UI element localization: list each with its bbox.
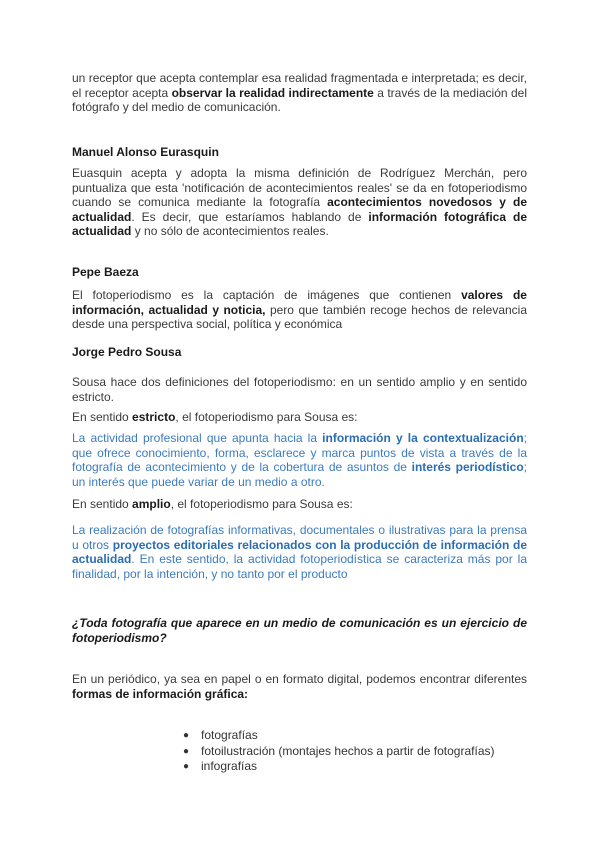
bullet-icon: ●: [183, 745, 190, 757]
alonso-bold-2: información fotográfica de actualidad: [72, 209, 527, 239]
intro-text-end: a través de la mediación del fotógrafo y del medio de comunicación.: [72, 85, 527, 115]
quote2-text-2: . En este sentido, la actividad fotoperiodística se caracteriza más por la finalidad, por la intención, y no tanto por el producto: [72, 552, 527, 581]
closing-text: En un periódico, ya sea en papel o en formato digital, podemos encontrar diferentes: [72, 672, 527, 686]
bullet-icon: ●: [183, 730, 190, 741]
quote2-text: La realización de fotografías informativas, documentales o ilustrativas para la prensa u otros: [72, 523, 527, 552]
amplio-text: En sentido: [72, 497, 133, 511]
amplio-bold: amplio: [132, 497, 171, 511]
question-text: ¿Toda fotografía que aparece en un medio de comunicación es un ejercicio de fotoperiodismo?: [72, 616, 527, 645]
sousa-intro: [72, 375, 527, 404]
closing-bold: formas de información gráfica:: [72, 686, 249, 701]
closing-paragraph: [72, 672, 527, 701]
amplio-text-2: , el fotoperiodismo para Sousa es:: [170, 497, 353, 511]
sousa-estricto-quote: [72, 431, 527, 489]
estricto-text: En sentido: [72, 410, 133, 424]
sousa-heading: Jorge Pedro Sousa: [72, 345, 182, 359]
quote1-text-3: ; un interés que puede variar de un medio a otro.: [72, 460, 527, 489]
quote1-text: La actividad profesional que apunta hacia la: [72, 431, 323, 445]
alonso-bold-1: acontecimientos novedosos y de actualidad: [72, 195, 527, 224]
baeza-text-2: pero que también recoge hechos de relevancia desde una perspectiva social, política y económica: [72, 302, 528, 332]
list-item: [183, 744, 543, 760]
estricto-text-2: , el fotoperiodismo para Sousa es:: [175, 410, 358, 424]
quote2-bold: proyectos editoriales relacionados con la producción de información de actualidad: [72, 537, 527, 567]
list-item-label: fotoilustración (montajes hechos a partir de fotografías): [201, 743, 495, 758]
alonso-text: Euasquin acepta y adopta la misma definición de Rodríguez Merchán, pero puntualiza que esta 'notificación de acontecimientos reales' se da en fotoperiodismo cuando se comunica mediante la fotografía: [72, 166, 527, 210]
sousa-section: [72, 345, 527, 360]
estricto-bold: estricto: [132, 410, 176, 424]
baeza-text: El fotoperiodismo es la captación de imágenes que contienen: [72, 288, 462, 302]
alonso-section: [72, 145, 527, 160]
intro-paragraph: [72, 71, 527, 115]
baeza-paragraph: [72, 288, 527, 332]
alonso-heading: Manuel Alonso Eurasquin: [72, 145, 219, 159]
alonso-paragraph: [72, 166, 527, 239]
intro-bold-text: observar la realidad indirectamente: [171, 85, 374, 100]
alonso-text-2: . Es decir, que estaríamos hablando de: [131, 209, 369, 224]
sousa-intro-text: Sousa hace dos definiciones del fotoperiodismo: en un sentido amplio y en sentido estricto.: [72, 375, 527, 404]
info-types-list: [183, 728, 543, 775]
quote1-bold-2: interés periodístico: [411, 460, 524, 475]
list-item-label: fotografías: [201, 728, 258, 742]
baeza-bold: valores de información, actualidad y noticia,: [72, 288, 527, 317]
alonso-text-3: y no sólo de acontecimientos reales.: [131, 224, 329, 239]
question-heading: [72, 616, 527, 645]
sousa-estricto-line: [72, 410, 527, 425]
list-item: [183, 759, 543, 775]
sousa-amplio-line: [72, 497, 527, 512]
intro-text: un receptor que acepta contemplar esa realidad fragmentada e interpretada; es decir, el receptor acepta: [72, 71, 527, 100]
sousa-amplio-quote: [72, 523, 527, 581]
baeza-heading: Pepe Baeza: [72, 265, 139, 279]
baeza-section: [72, 265, 527, 280]
bullet-icon: ●: [183, 761, 190, 772]
quote1-text-2: ; que ofrece conocimiento, forma, esclarece y marca puntos de vista a través de la fotografía de acontecimiento y de la cobertura de asuntos de: [72, 431, 527, 475]
list-item: [183, 728, 543, 744]
quote1-bold-1: información y la contextualización: [322, 431, 524, 445]
list-item-label: infografías: [201, 759, 258, 773]
